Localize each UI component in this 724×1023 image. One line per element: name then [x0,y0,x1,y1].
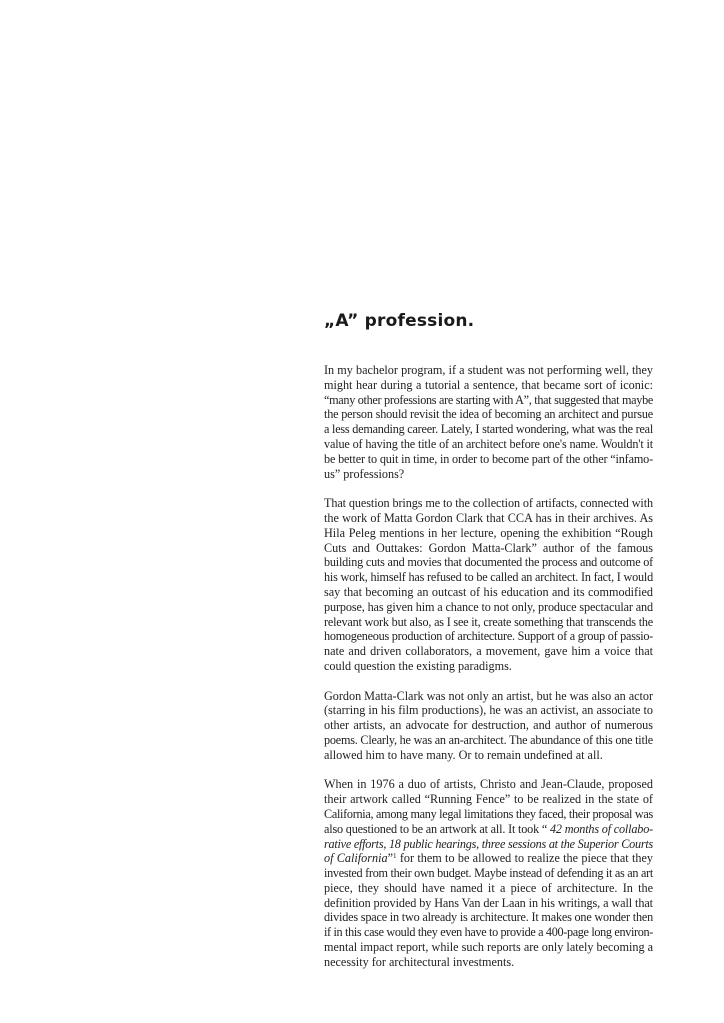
quote-italic: of California [324,851,388,866]
text-line: allowed him to have many. Or to remain undefined at all. [324,747,603,762]
text-line: In my bachelor program, if a student was not performing well, they [324,363,653,377]
text-line: When in 1976 a duo of artists, Christo and Jean-Claude, proposed [324,777,653,792]
text-line: his work, himself has refused to be called an architect. In fact, I would [324,570,653,585]
text-line: could question the existing paradigms. [324,658,512,673]
quote-close: ” [387,851,394,866]
text-line: mental impact report, while such reports are only lately becoming a [324,940,653,955]
text-line: us” professions? [324,466,405,481]
footnote-marker[interactable]: 1 [393,852,397,861]
text-line: Cuts and Outtakes: Gordon Matta-Clark” author of the famous [324,540,653,555]
paragraph-2 [324,496,653,674]
paragraph-3 [324,689,653,763]
quote-italic: 42 months of collabo- [550,821,653,836]
text-line: Gordon Matta-Clark was not only an artist, but he was also an actor [324,688,653,703]
text-plain: for them to be allowed to realize the piece that they [396,851,653,866]
section-title: „A” profession. [324,311,475,331]
text-line: might hear during a tutorial a sentence, that became sort of iconic: [324,377,653,392]
text-line: a less demanding career. Lately, I started wondering, what was the real [324,422,653,437]
text-line: California, among many legal limitations they faced, their proposal was [324,806,653,821]
text-line: poems. Clearly, he was an an-architect. The abundance of this one title [324,732,653,747]
text-line [324,837,653,852]
text-line: their artwork called “Running Fence” to be realized in the state of [324,792,653,807]
text-line: definition provided by Hans Van der Laan in his writings, a wall that [324,895,653,910]
text-line: be better to quit in time, in order to become part of the other “infamo- [324,451,653,466]
text-line [324,851,653,866]
text-line: piece, they should have named it a piece of architecture. In the [324,880,653,895]
text-line: divides space in two already is architecture. It makes one wonder then [324,910,653,925]
text-line: invested from their own budget. Maybe instead of defending it as an art [324,866,653,881]
text-line: nate and driven collaborators, a movement, gave him a voice that [324,644,653,659]
text-line: say that becoming an outcast of his education and its commodified [324,584,653,599]
text-line: relevant work but also, as I see it, create something that transcends the [324,614,653,629]
text-line: homogeneous production of architecture. Support of a group of passio- [324,629,653,644]
text-line: purpose, has given him a chance to not only, produce spectacular and [324,599,653,614]
text-line: necessity for architectural investments. [324,954,515,969]
body-text [324,363,653,984]
quote-italic: rative efforts, 18 public hearings, three sessions at the Superior Courts [324,836,653,851]
text-line: value of having the title of an architect before one's name. Wouldn't it [324,436,653,451]
text-line: other artists, an advocate for destruction, and author of numerous [324,718,653,733]
text-line [324,822,653,837]
text-line: That question brings me to the collection of artifacts, connected with [324,496,653,511]
text-plain: also questioned to be an artwork at all. It took “ [324,821,551,836]
text-line: the work of Matta Gordon Clark that CCA has in their archives. As [324,510,653,525]
text-line: if in this case would they even have to provide a 400-page long environ- [324,925,653,940]
paragraph-4 [324,777,653,969]
text-line: “many other professions are starting with A”, that suggested that maybe [324,392,653,407]
text-line: Hila Peleg mentions in her lecture, opening the exhibition “Rough [324,525,653,540]
text-line: building cuts and movies that documented the process and outcome of [324,555,653,570]
text-line: the person should revisit the idea of becoming an architect and pursue [324,407,653,422]
paragraph-1 [324,363,653,481]
text-line: (starring in his film productions), he was an activist, an associate to [324,703,653,718]
